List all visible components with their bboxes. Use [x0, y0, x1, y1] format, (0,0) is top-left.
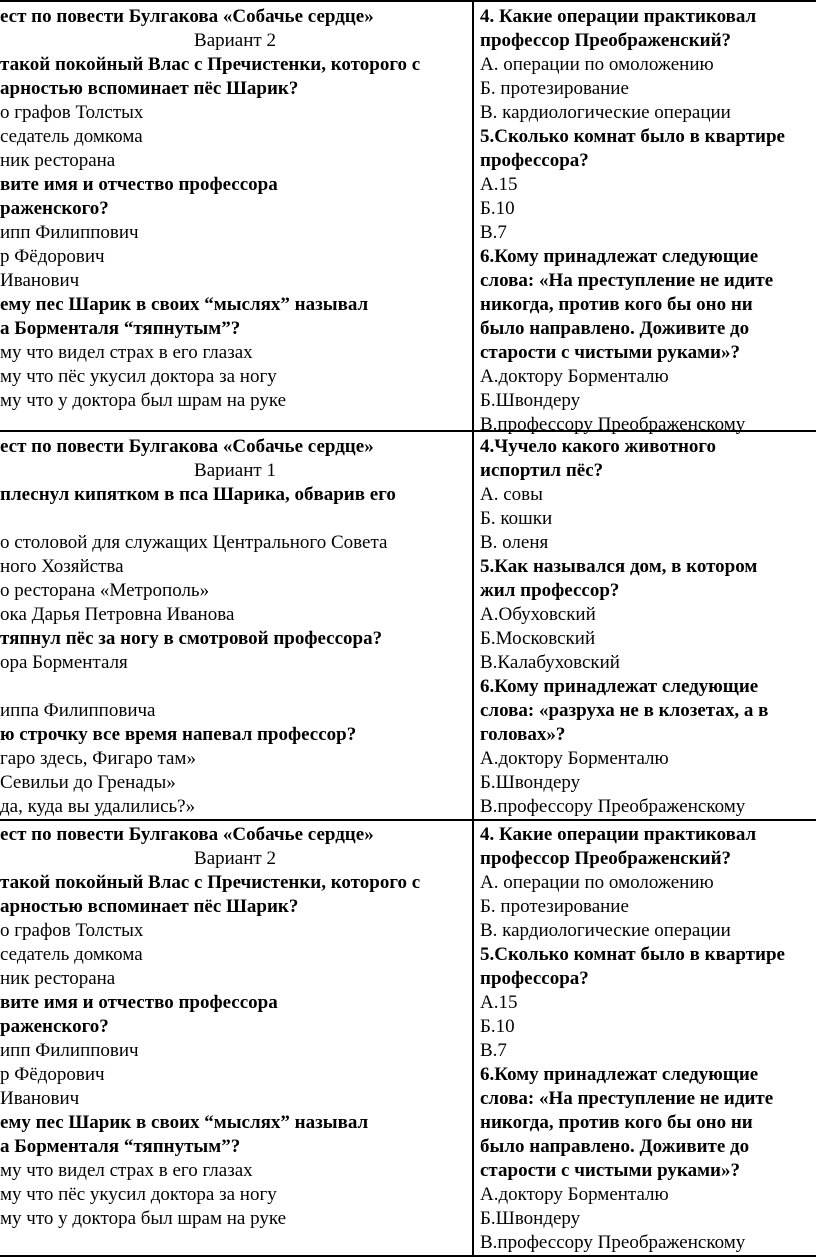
- question-line: слова: «На преступление не идите: [480, 270, 774, 291]
- question-line: никогда, против кого бы оно ни: [480, 1112, 753, 1133]
- question-line: раженского?: [0, 1016, 109, 1037]
- answer-line: ора Борменталя: [0, 652, 128, 673]
- question-line: такой покойный Влас с Пречистенки, которого с: [0, 872, 421, 893]
- question-line: ест по повести Булгакова «Собачье сердце»: [0, 436, 374, 457]
- answer-line: гаро здесь, Фигаро там»: [0, 748, 196, 769]
- column-divider: [472, 0, 474, 1257]
- answer-line: да, куда вы удалились?»: [0, 796, 196, 817]
- question-line: тяпнул пёс за ногу в смотровой профессора?: [0, 628, 383, 649]
- answer-line: В.7: [480, 1040, 507, 1061]
- answer-line: А.15: [480, 174, 518, 195]
- answer-line: ник ресторана: [0, 968, 116, 989]
- question-line: было направлено. Доживите до: [480, 318, 750, 339]
- answer-line: о графов Толстых: [0, 102, 144, 123]
- question-line: 4. Какие операции практиковал: [480, 824, 757, 845]
- question-line: 6.Кому принадлежат следующие: [480, 246, 759, 267]
- question-line: профессор Преображенский?: [480, 848, 732, 869]
- question-line: вите имя и отчество профессора: [0, 174, 278, 195]
- variant-label: Вариант 2: [194, 848, 276, 869]
- answer-line: А.Обуховский: [480, 604, 596, 625]
- answer-line: В.профессору Преображенскому: [480, 1232, 746, 1253]
- answer-line: о ресторана «Метрополь»: [0, 580, 210, 601]
- answer-line: му что видел страх в его глазах: [0, 342, 253, 363]
- question-line: старости с чистыми руками»?: [480, 1160, 740, 1181]
- question-line: было направлено. Доживите до: [480, 1136, 750, 1157]
- answer-line: Иванович: [0, 270, 80, 291]
- answer-line: ного Хозяйства: [0, 556, 124, 577]
- answer-line: В.7: [480, 222, 507, 243]
- table-border-top: [0, 0, 816, 2]
- answer-line: В.Калабуховский: [480, 652, 620, 673]
- answer-line: Б.Швондеру: [480, 390, 581, 411]
- variant-label: Вариант 2: [194, 30, 276, 51]
- answer-line: В.профессору Преображенскому: [480, 796, 746, 817]
- answer-line: А.доктору Борменталю: [480, 366, 669, 387]
- answer-line: А. операции по омоложению: [480, 54, 714, 75]
- answer-line: Б. протезирование: [480, 896, 629, 917]
- question-line: ему пес Шарик в своих “мыслях” называл: [0, 1112, 369, 1133]
- answer-line: му что пёс укусил доктора за ногу: [0, 366, 277, 387]
- answer-line: Б.10: [480, 1016, 515, 1037]
- question-line: вите имя и отчество профессора: [0, 992, 278, 1013]
- answer-line: ник ресторана: [0, 150, 116, 171]
- answer-line: А.доктору Борменталю: [480, 1184, 669, 1205]
- question-line: жил профессор?: [480, 580, 620, 601]
- question-line: профессора?: [480, 968, 589, 989]
- answer-line: В. кардиологические операции: [480, 102, 731, 123]
- answer-line: ока Дарья Петровна Иванова: [0, 604, 235, 625]
- answer-line: А.доктору Борменталю: [480, 748, 669, 769]
- question-line: испортил пёс?: [480, 460, 604, 481]
- question-line: 5.Сколько комнат было в квартире: [480, 126, 785, 147]
- question-line: 6.Кому принадлежат следующие: [480, 1064, 759, 1085]
- answer-line: о столовой для служащих Центрального Совета: [0, 532, 388, 553]
- answer-line: седатель домкома: [0, 126, 143, 147]
- table-row-divider: [0, 819, 816, 821]
- answer-line: Иванович: [0, 1088, 80, 1109]
- answer-line: ипп Филиппович: [0, 1040, 139, 1061]
- answer-line: В. кардиологические операции: [480, 920, 731, 941]
- answer-line: му что у доктора был шрам на руке: [0, 390, 287, 411]
- question-line: ю строчку все время напевал профессор?: [0, 724, 357, 745]
- question-line: арностью вспоминает пёс Шарик?: [0, 78, 299, 99]
- question-line: ему пес Шарик в своих “мыслях” называл: [0, 294, 369, 315]
- answer-line: му что пёс укусил доктора за ногу: [0, 1184, 277, 1205]
- question-line: слова: «На преступление не идите: [480, 1088, 774, 1109]
- answer-line: му что у доктора был шрам на руке: [0, 1208, 287, 1229]
- answer-line: иппа Филипповича: [0, 700, 156, 721]
- answer-line: Б.Швондеру: [480, 772, 581, 793]
- answer-line: р Фёдорович: [0, 1064, 105, 1085]
- question-line: ест по повести Булгакова «Собачье сердце»: [0, 6, 374, 27]
- variant-label: Вариант 1: [194, 460, 276, 481]
- answer-line: В.профессору Преображенскому: [480, 414, 746, 435]
- answer-line: Б. кошки: [480, 508, 553, 529]
- answer-line: о графов Толстых: [0, 920, 144, 941]
- question-line: раженского?: [0, 198, 109, 219]
- question-line: ест по повести Булгакова «Собачье сердце»: [0, 824, 374, 845]
- answer-line: му что видел страх в его глазах: [0, 1160, 253, 1181]
- question-line: а Борменталя “тяпнутым”?: [0, 1136, 241, 1157]
- answer-line: А. совы: [480, 484, 543, 505]
- question-line: а Борменталя “тяпнутым”?: [0, 318, 241, 339]
- answer-line: А. операции по омоложению: [480, 872, 714, 893]
- answer-line: Севильи до Гренады»: [0, 772, 176, 793]
- answer-line: ипп Филиппович: [0, 222, 139, 243]
- question-line: такой покойный Влас с Пречистенки, которого с: [0, 54, 421, 75]
- answer-line: В. оленя: [480, 532, 549, 553]
- question-line: профессор Преображенский?: [480, 30, 732, 51]
- question-line: 5.Как назывался дом, в котором: [480, 556, 758, 577]
- answer-line: А.15: [480, 992, 518, 1013]
- question-line: плеснул кипятком в пса Шарика, обварив его: [0, 484, 396, 505]
- question-line: слова: «разруха не в клозетах, а в: [480, 700, 769, 721]
- question-line: никогда, против кого бы оно ни: [480, 294, 753, 315]
- answer-line: Б. протезирование: [480, 78, 629, 99]
- question-line: старости с чистыми руками»?: [480, 342, 740, 363]
- question-line: 6.Кому принадлежат следующие: [480, 676, 759, 697]
- answer-line: р Фёдорович: [0, 246, 105, 267]
- question-line: головах»?: [480, 724, 566, 745]
- question-line: 4.Чучело какого животного: [480, 436, 717, 457]
- question-line: арностью вспоминает пёс Шарик?: [0, 896, 299, 917]
- question-line: профессора?: [480, 150, 589, 171]
- question-line: 5.Сколько комнат было в квартире: [480, 944, 785, 965]
- answer-line: седатель домкома: [0, 944, 143, 965]
- answer-line: Б.Московский: [480, 628, 596, 649]
- question-line: 4. Какие операции практиковал: [480, 6, 757, 27]
- answer-line: Б.10: [480, 198, 515, 219]
- answer-line: Б.Швондеру: [480, 1208, 581, 1229]
